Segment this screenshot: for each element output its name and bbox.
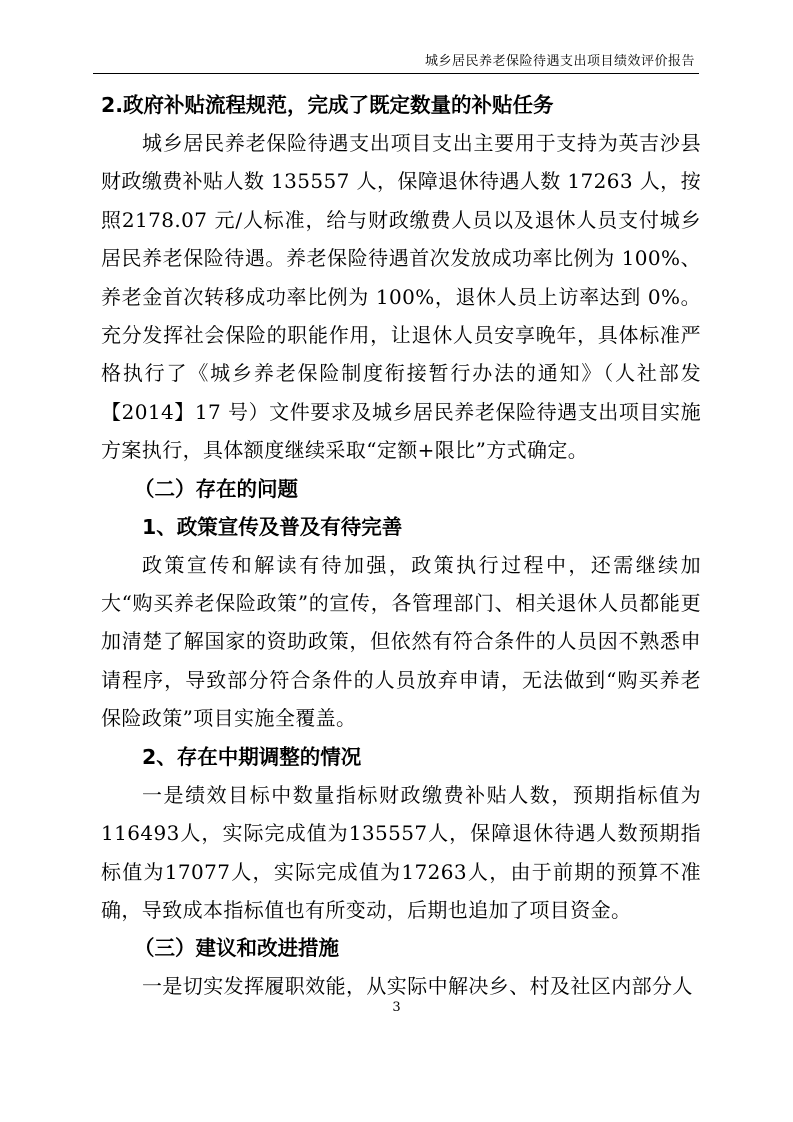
- paragraph-policy-promotion: 政策宣传和解读有待加强，政策执行过程中，还需继续加大“购买养老保险政策”的宣传，各管理部门、相关退休人员都能更加清楚了解国家的资助政策，但依然有符合条件的人员因不熟悉申请程序，导致部分符合条件的人员放弃申请，无法做到“购买养老保险政策”项目实施全覆盖。: [101, 552, 701, 731]
- section-heading-suggestions: （三）建议和改进措施: [134, 936, 339, 961]
- paragraph-midterm-adjustment: 一是绩效目标中数量指标财政缴费补贴人数，预期指标值为116493人，实际完成值为135557人，保障退休待遇人数预期指标值为17077人，实际完成值为17263人，由于前期的预算不准确，导致成本指标值也有所变动，后期也追加了项目资金。: [101, 782, 701, 922]
- document-body: [101, 86, 701, 1006]
- paragraph-subsidy: 城乡居民养老保险待遇支出项目支出主要用于支持为英吉沙县财政缴费补贴人数 135557 人，保障退休待遇人数 17263 人，按照2178.07 元/人标准，给与财政缴费人员以及退休人员支付城乡居民养老保险待遇。养老保险待遇首次发放成功率比例为 100%、养老金首次转移成功率比例为 100%，退休人员上访率达到 0%。充分发挥社会保险的职能作用，让退休人员安享晚年，具体标准严格执行了《城乡养老保险制度衔接暂行办法的通知》（人社部发【2014】17 号）文件要求及城乡居民养老保险待遇支出项目实施方案执行，具体额度继续采取“定额+限比”方式确定。: [101, 131, 701, 463]
- header-divider: [93, 73, 699, 74]
- page-number: 3: [392, 1000, 401, 1015]
- section-heading-problems: （二）存在的问题: [134, 476, 298, 501]
- section-heading-midterm-adjustment: 2、存在中期调整的情况: [142, 744, 362, 769]
- document-header-title: 城乡居民养老保险待遇支出项目绩效评价报告: [424, 54, 695, 69]
- paragraph-suggestions: 一是切实发挥履职效能，从实际中解决乡、村及社区内部分人: [142, 974, 693, 999]
- section-heading-subsidy: 2.政府补贴流程规范，完成了既定数量的补贴任务: [101, 93, 554, 117]
- section-heading-policy-promotion: 1、政策宣传及普及有待完善: [142, 514, 403, 539]
